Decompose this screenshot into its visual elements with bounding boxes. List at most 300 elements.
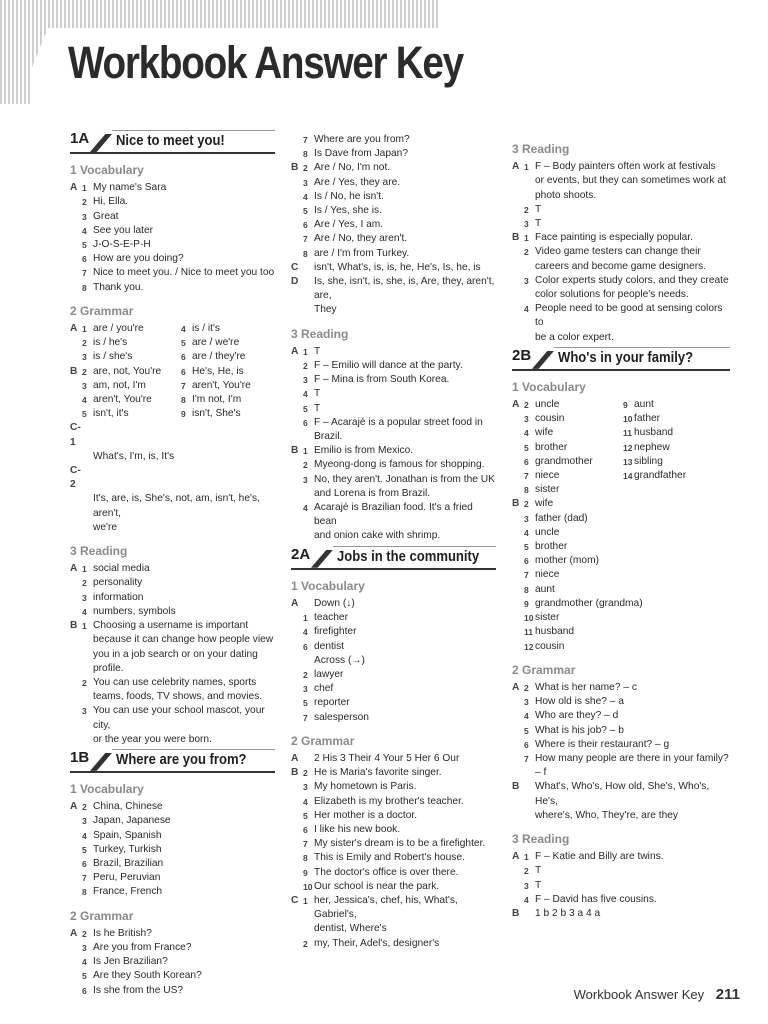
answer-row <box>70 521 275 535</box>
answer-row <box>291 837 496 851</box>
item-number: 5 <box>181 338 186 349</box>
unit-rule-top <box>333 546 496 547</box>
answer-text: aren't, You're <box>93 394 152 406</box>
answer-text: aren't, You're <box>192 379 251 391</box>
answer-text: Brazil. <box>314 431 343 443</box>
answer-text: How are you doing? <box>93 253 184 265</box>
answer-text: where's, Who, They're, are they <box>535 809 678 821</box>
exercise-letter <box>512 174 524 188</box>
exercise-letter <box>70 521 82 535</box>
item-number: 5 <box>303 403 308 414</box>
unit-rule <box>512 369 730 371</box>
answer-row <box>512 302 730 330</box>
answer-row <box>512 512 730 526</box>
item-number: 1 <box>524 233 529 244</box>
answer-text: Face painting is especially popular. <box>535 232 694 244</box>
answer-text: and Lorena is from Brazil. <box>314 487 431 499</box>
item-number: 3 <box>82 706 87 717</box>
exercise-letter <box>291 866 303 880</box>
item-number: 11 <box>524 627 533 638</box>
answer-row <box>70 605 275 619</box>
item-number <box>524 331 535 345</box>
item-number: 8 <box>303 149 308 160</box>
item-number: 6 <box>303 220 308 231</box>
item-number: 3 <box>82 352 87 363</box>
unit-code: 1B <box>70 748 90 766</box>
answer-text: dentist <box>314 640 345 652</box>
answer-text: My sister's dream is to be a firefighter. <box>314 838 486 850</box>
item-number <box>524 809 535 823</box>
item-number: 2 <box>524 682 529 693</box>
section-heading: 3 Reading <box>512 831 570 846</box>
item-number: 2 <box>524 400 529 411</box>
answer-text: Spain, Spanish <box>93 829 162 841</box>
answer-text: My hometown is Paris. <box>314 781 417 793</box>
answer-row <box>70 576 275 590</box>
answer-text: – f <box>535 767 547 779</box>
answer-text: are / you're <box>93 323 144 335</box>
answer-row <box>291 275 496 303</box>
answer-row <box>291 416 496 430</box>
answer-row <box>291 190 496 204</box>
exercise-letter <box>291 359 303 373</box>
answer-text: Our school is near the park. <box>314 880 440 892</box>
item-number <box>303 529 314 543</box>
answer-text: grandmother <box>535 455 593 467</box>
answer-row <box>70 955 275 969</box>
answer-row <box>70 210 275 224</box>
item-number: 1 <box>303 346 308 357</box>
answer-row <box>512 554 730 568</box>
item-number: 4 <box>524 428 529 439</box>
answer-text: my, Their, Adel's, designer's <box>314 937 440 949</box>
exercise-letter <box>70 941 82 955</box>
exercise-letter <box>291 133 303 147</box>
answer-row <box>291 809 496 823</box>
answer-text: You can use your school mascot, your city, <box>93 705 265 731</box>
item-number: 2 <box>82 338 87 349</box>
answer-row <box>291 668 496 682</box>
answer-text: aunt <box>535 583 555 595</box>
answer-text: The doctor's office is over there. <box>314 866 459 878</box>
item-number <box>524 260 535 274</box>
page-banner <box>0 0 768 110</box>
answer-row <box>291 458 496 472</box>
answer-text: niece <box>535 569 560 581</box>
item-number: 6 <box>181 352 186 363</box>
answer-text: F – Mina is from South Korea. <box>314 374 450 386</box>
answer-row <box>70 407 275 421</box>
item-number <box>524 174 535 188</box>
item-number: 3 <box>524 219 529 230</box>
item-number: 1 <box>82 183 87 194</box>
exercise-letter <box>70 393 82 407</box>
answer-row <box>291 766 496 780</box>
item-number: 4 <box>524 527 529 538</box>
exercise-letter <box>512 766 524 780</box>
exercise-letter: C-2 <box>70 465 81 491</box>
answer-row <box>291 937 496 951</box>
item-number: 5 <box>82 240 87 251</box>
answer-row <box>70 619 275 633</box>
answer-row <box>70 238 275 252</box>
unit-rule <box>70 152 275 154</box>
answer-row <box>70 633 275 647</box>
exercise-letter <box>512 274 524 288</box>
answer-text: T <box>314 345 321 357</box>
exercise-letter <box>512 526 524 540</box>
answer-text: What is his job? – b <box>535 724 624 736</box>
answer-row <box>512 850 730 864</box>
answer-text: is / he's <box>93 337 128 349</box>
answer-text: father <box>634 413 661 425</box>
section-heading: 2 Grammar <box>70 908 134 923</box>
item-number <box>303 752 314 766</box>
exercise-letter <box>512 441 524 455</box>
unit-title: Jobs in the community <box>337 548 480 565</box>
item-number: 6 <box>82 254 87 265</box>
exercise-letter <box>70 252 82 266</box>
answer-text: are / we're <box>192 337 240 349</box>
answer-row <box>70 421 275 449</box>
section-heading: 1 Vocabulary <box>70 781 144 796</box>
exercise-letter <box>70 266 82 280</box>
item-number: 7 <box>524 753 529 764</box>
exercise-letter <box>512 893 524 907</box>
answer-text: Are / Yes, they are. <box>314 176 401 188</box>
answer-text: brother <box>535 541 568 553</box>
exercise-letter <box>70 690 82 704</box>
item-number: 4 <box>524 894 529 905</box>
answer-text: is / she's <box>93 351 133 363</box>
item-number <box>82 421 93 449</box>
item-number: 5 <box>524 542 529 553</box>
item-number: 10 <box>623 414 633 425</box>
answer-text: Are you from France? <box>93 941 192 953</box>
unit-rule-top <box>112 130 275 131</box>
exercise-letter <box>70 605 82 619</box>
answer-row <box>512 331 730 345</box>
exercise-letter <box>512 483 524 497</box>
exercise-letter <box>291 218 303 232</box>
item-number: 2 <box>524 247 529 258</box>
exercise-letter <box>291 809 303 823</box>
item-number: 10 <box>524 613 534 624</box>
exercise-letter <box>70 885 82 899</box>
answer-text: nephew <box>634 441 670 453</box>
answer-text: J-O-S-E-P-H <box>93 239 151 251</box>
answer-row <box>291 851 496 865</box>
answer-text: sibling <box>634 455 663 467</box>
answer-text: grandmother (grandma) <box>535 597 643 609</box>
item-number <box>303 654 314 668</box>
answer-row <box>512 709 730 723</box>
answer-text: It's, are, is, She's, not, am, isn't, he's, aren't, <box>93 493 260 519</box>
unit-title: Where are you from? <box>116 751 247 768</box>
answer-text: firefighter <box>314 626 357 638</box>
exercise-letter <box>291 654 303 668</box>
exercise-letter: A <box>512 681 520 693</box>
answer-row <box>512 469 730 483</box>
answer-text: Is Jen Brazilian? <box>93 956 168 968</box>
unit-rule <box>70 771 275 773</box>
answer-row <box>291 529 496 543</box>
answer-text: sister <box>535 484 560 496</box>
exercise-letter <box>512 260 524 274</box>
item-number <box>303 597 314 611</box>
answer-row <box>512 625 730 639</box>
item-number: 6 <box>82 858 87 869</box>
answer-text: Are / No, I'm not. <box>314 162 391 174</box>
item-number: 2 <box>303 460 308 471</box>
answer-row <box>512 274 730 288</box>
answer-row <box>70 733 275 747</box>
exercise-letter <box>512 568 524 582</box>
exercise-letter: B <box>291 162 299 174</box>
item-number: 4 <box>303 191 308 202</box>
exercise-letter <box>70 871 82 885</box>
item-number <box>303 922 314 936</box>
answer-text: Are / No, they aren't. <box>314 233 408 245</box>
exercise-letter <box>291 204 303 218</box>
answer-text: They <box>314 304 337 316</box>
answer-row <box>291 866 496 880</box>
unit-slash <box>532 351 554 369</box>
item-number: 4 <box>303 389 308 400</box>
exercise-letter: A <box>291 597 299 609</box>
unit-heading <box>70 130 275 154</box>
answer-row <box>70 662 275 676</box>
answer-row <box>291 204 496 218</box>
answer-row <box>291 176 496 190</box>
answer-text: Are they South Korean? <box>93 970 202 982</box>
answer-row <box>512 780 730 808</box>
answer-text: Is she from the US? <box>93 984 184 996</box>
exercise-letter <box>291 232 303 246</box>
answer-row <box>70 562 275 576</box>
exercise-letter: B <box>291 767 299 779</box>
answer-text: teacher <box>314 612 348 624</box>
answer-row <box>512 231 730 245</box>
item-number: 1 <box>524 162 529 173</box>
answer-text: isn't, She's <box>192 408 241 420</box>
item-number <box>82 648 93 662</box>
exercise-letter <box>291 303 303 317</box>
exercise-letter <box>70 843 82 857</box>
answer-row <box>70 871 275 885</box>
page-title: Workbook Answer Key <box>68 37 463 88</box>
answer-text: am, not, I'm <box>93 379 146 391</box>
item-number: 6 <box>181 366 186 377</box>
item-number: 9 <box>181 409 186 420</box>
answer-row <box>291 387 496 401</box>
exercise-letter: A <box>70 927 78 939</box>
item-number: 7 <box>524 570 529 581</box>
answer-row <box>291 487 496 501</box>
answer-text: be a color expert. <box>535 331 614 343</box>
answer-text: grandfather <box>634 470 687 482</box>
exercise-letter <box>512 611 524 625</box>
exercise-letter <box>70 350 82 364</box>
answer-row <box>291 218 496 232</box>
item-number: 4 <box>524 711 529 722</box>
unit-slash <box>311 550 333 568</box>
answer-row <box>291 247 496 261</box>
item-number: 6 <box>303 824 308 835</box>
answer-row <box>512 738 730 752</box>
answer-text: This is Emily and Robert's house. <box>314 852 465 864</box>
answer-row <box>291 161 496 175</box>
answer-text: F – Emilio will dance at the party. <box>314 360 463 372</box>
exercise-letter <box>291 247 303 261</box>
item-number: 12 <box>524 641 534 652</box>
answer-text: or the year you were born. <box>93 733 212 745</box>
answer-row <box>70 676 275 690</box>
answer-row <box>512 597 730 611</box>
item-number: 2 <box>303 669 308 680</box>
answer-text: Where are you from? <box>314 134 410 145</box>
exercise-letter <box>512 331 524 345</box>
column-3 <box>512 133 730 921</box>
item-number <box>524 780 535 808</box>
answer-row <box>291 261 496 275</box>
exercise-letter <box>70 955 82 969</box>
answer-row <box>70 450 275 464</box>
item-number: 1 <box>303 446 308 457</box>
answer-text: Emilio is from Mexico. <box>314 445 414 457</box>
answer-row <box>291 402 496 416</box>
answer-row <box>70 941 275 955</box>
answer-row <box>512 160 730 174</box>
answer-text: salesperson <box>314 711 369 723</box>
answer-row <box>291 922 496 936</box>
item-number: 2 <box>82 578 87 589</box>
exercise-letter <box>70 407 82 421</box>
item-number <box>524 907 535 921</box>
item-number: 6 <box>524 456 529 467</box>
answer-text: Who are they? – d <box>535 710 619 722</box>
answer-row <box>70 322 275 336</box>
answer-text: T <box>314 388 321 400</box>
exercise-letter <box>512 245 524 259</box>
item-number: 4 <box>82 225 87 236</box>
unit-slash <box>90 134 112 152</box>
exercise-letter <box>512 469 524 483</box>
exercise-letter <box>512 455 524 469</box>
answer-text: 1 b 2 b 3 a 4 a <box>535 907 601 919</box>
exercise-letter <box>512 752 524 766</box>
exercise-letter <box>70 195 82 209</box>
answer-text: Acarajé is Brazilian food. It's a fried bean <box>314 502 473 528</box>
answer-row <box>512 455 730 469</box>
exercise-letter <box>291 176 303 190</box>
answer-text: Is / No, he isn't. <box>314 190 384 202</box>
exercise-letter <box>291 387 303 401</box>
exercise-letter: A <box>291 345 299 357</box>
item-number: 3 <box>82 942 87 953</box>
answer-text <box>93 421 275 449</box>
answer-text: cousin <box>535 413 565 425</box>
item-number: 5 <box>524 725 529 736</box>
item-number: 6 <box>303 417 308 428</box>
answer-row <box>291 711 496 725</box>
answer-text: F – Body painters often work at festivals <box>535 161 716 173</box>
answer-row <box>512 681 730 695</box>
item-number: 2 <box>82 928 87 939</box>
item-number: 13 <box>623 456 633 467</box>
item-number: 3 <box>524 880 529 891</box>
section-heading: 3 Reading <box>70 544 128 559</box>
exercise-letter <box>70 281 82 295</box>
item-number <box>524 288 535 302</box>
item-number <box>82 492 93 520</box>
item-number: 3 <box>303 177 308 188</box>
item-number: 2 <box>303 768 308 779</box>
answer-text: Thank you. <box>93 281 144 293</box>
answer-text: numbers, symbols <box>93 605 176 617</box>
item-number: 6 <box>524 739 529 750</box>
answer-text: T <box>535 218 542 230</box>
answer-text: cousin <box>535 640 565 652</box>
exercise-letter <box>291 795 303 809</box>
exercise-letter: A <box>512 161 520 173</box>
exercise-letter: B <box>512 781 520 793</box>
item-number: 2 <box>524 204 529 215</box>
item-number <box>524 766 535 780</box>
answer-text: I like his new book. <box>314 823 401 835</box>
section-heading: 2 Grammar <box>291 733 355 748</box>
item-number: 7 <box>303 234 308 245</box>
item-number <box>303 430 314 444</box>
item-number: 1 <box>303 613 308 624</box>
answer-text: Myeong-dong is famous for shopping. <box>314 459 485 471</box>
unit-title: Nice to meet you! <box>116 133 225 149</box>
answer-text: Turkey, Turkish <box>93 843 162 855</box>
exercise-letter <box>70 969 82 983</box>
exercise-letter <box>291 668 303 682</box>
exercise-letter <box>70 857 82 871</box>
answer-text: 2 His 3 Their 4 Your 5 Her 6 Our <box>314 752 460 764</box>
footer-label: Workbook Answer Key <box>573 987 705 1002</box>
answer-text: mother (mom) <box>535 555 599 567</box>
exercise-letter <box>70 224 82 238</box>
answer-row <box>70 379 275 393</box>
answer-row <box>512 752 730 766</box>
answer-text: wife <box>535 427 554 439</box>
exercise-letter <box>70 238 82 252</box>
answer-row <box>291 654 496 668</box>
exercise-letter: A <box>70 182 78 194</box>
exercise-letter <box>70 336 82 350</box>
exercise-letter: A <box>512 399 520 411</box>
answer-text: niece <box>535 470 560 482</box>
item-number: 5 <box>303 698 308 709</box>
exercise-letter <box>291 373 303 387</box>
exercise-letter: A <box>70 801 78 813</box>
item-number: 6 <box>303 641 308 652</box>
item-number: 2 <box>82 197 87 208</box>
unit-heading <box>512 347 730 371</box>
answer-text: and onion cake with shrimp. <box>314 530 441 542</box>
answer-text: or events, but they can sometimes work at <box>535 175 726 187</box>
answer-row <box>70 281 275 295</box>
section-heading: 1 Vocabulary <box>291 578 365 593</box>
answer-row <box>512 526 730 540</box>
item-number: 7 <box>524 471 529 482</box>
answer-text: are, not, You're <box>93 365 162 377</box>
exercise-letter <box>291 625 303 639</box>
answer-row <box>291 501 496 529</box>
